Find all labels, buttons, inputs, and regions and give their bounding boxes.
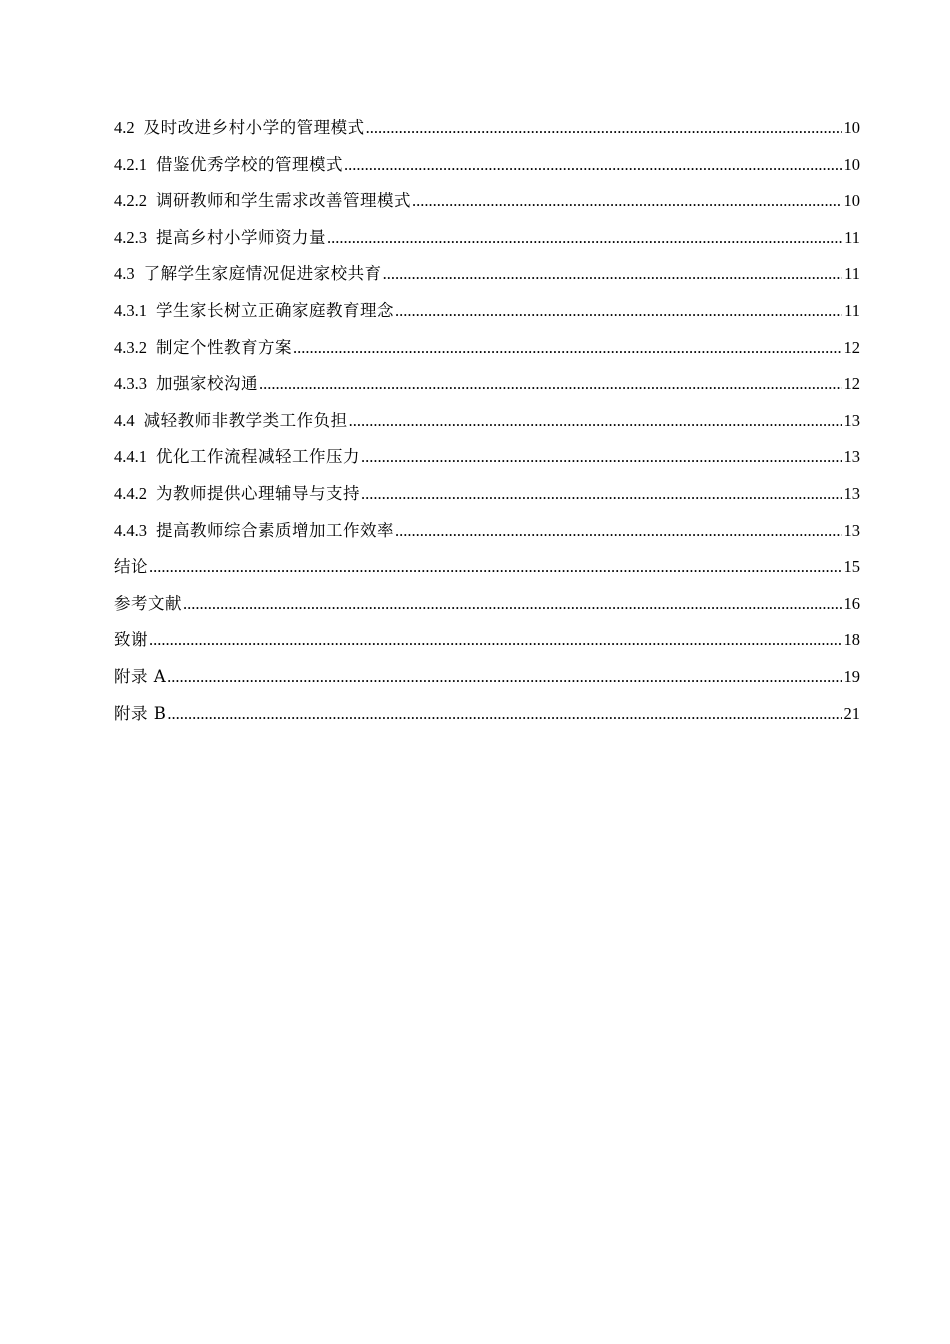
toc-dot-leader xyxy=(395,293,842,330)
toc-dot-leader xyxy=(349,403,842,440)
toc-dot-leader xyxy=(361,439,842,476)
toc-dot-leader xyxy=(344,147,842,184)
toc-entry-acknowledgements[interactable] xyxy=(114,622,860,659)
toc-dot-leader xyxy=(293,330,842,367)
toc-entry-4-2-3[interactable] xyxy=(114,220,860,257)
toc-entry-title: 减轻教师非教学类工作负担 xyxy=(143,410,348,430)
toc-entry-4-4-1[interactable] xyxy=(114,439,860,476)
toc-entry-page-number: 10 xyxy=(843,191,860,211)
toc-entry-page-number: 12 xyxy=(843,337,860,357)
toc-entry-appendix-a[interactable] xyxy=(114,659,860,696)
toc-entry-conclusion[interactable] xyxy=(114,549,860,586)
toc-entry-title: 优化工作流程减轻工作压力 xyxy=(156,447,360,467)
toc-entry-page-number: 13 xyxy=(843,410,860,430)
toc-entry-number: 4.2.1 xyxy=(114,154,147,174)
toc-entry-title: 致谢 xyxy=(114,630,148,650)
toc-entry-title: 加强家校沟通 xyxy=(156,374,258,394)
toc-entry-page-number: 13 xyxy=(843,483,860,503)
toc-entry-number: 4.4.1 xyxy=(114,447,147,467)
toc-entry-4-2-1[interactable] xyxy=(114,147,860,184)
toc-entry-number: 4.2 xyxy=(114,118,135,137)
toc-dot-leader xyxy=(149,549,842,586)
toc-entry-4-3-3[interactable] xyxy=(114,366,860,403)
toc-entry-page-number: 13 xyxy=(843,520,860,540)
toc-entry-page-number: 15 xyxy=(843,557,860,577)
toc-dot-leader xyxy=(259,366,842,403)
toc-dot-leader xyxy=(366,110,842,147)
toc-entry-title: 了解学生家庭情况促进家校共育 xyxy=(143,264,382,284)
table-of-contents xyxy=(114,110,860,732)
toc-entry-page-number: 11 xyxy=(844,227,860,247)
toc-entry-page-number: 21 xyxy=(843,703,860,723)
toc-entry-number: 4.3.2 xyxy=(114,337,147,357)
toc-entry-number: 4.4 xyxy=(114,410,135,430)
toc-entry-page-number: 19 xyxy=(843,666,860,686)
toc-entry-4-4[interactable] xyxy=(114,403,860,440)
toc-entry-number: 4.4.2 xyxy=(114,483,147,503)
toc-entry-page-number: 11 xyxy=(844,264,860,284)
toc-entry-references[interactable] xyxy=(114,586,860,623)
toc-dot-leader xyxy=(149,622,842,659)
toc-entry-4-4-3[interactable] xyxy=(114,513,860,550)
toc-entry-title: 学生家长树立正确家庭教育理念 xyxy=(156,300,394,320)
toc-dot-leader xyxy=(395,513,842,550)
toc-entry-4-3-2[interactable] xyxy=(114,330,860,367)
toc-dot-leader xyxy=(383,256,842,293)
toc-dot-leader xyxy=(361,476,842,513)
toc-entry-title: 结论 xyxy=(114,557,148,577)
toc-entry-number: 4.4.3 xyxy=(114,520,147,540)
toc-entry-number: 4.2.3 xyxy=(114,227,147,247)
toc-entry-4-2[interactable] xyxy=(114,110,860,147)
toc-entry-page-number: 18 xyxy=(843,630,860,650)
toc-entry-title: 制定个性教育方案 xyxy=(156,337,292,357)
toc-entry-title: 附录 B xyxy=(114,703,167,723)
toc-entry-page-number: 12 xyxy=(843,374,860,394)
toc-entry-page-number: 13 xyxy=(843,447,860,467)
toc-entry-page-number: 10 xyxy=(843,154,860,174)
toc-entry-4-3[interactable] xyxy=(114,256,860,293)
toc-dot-leader xyxy=(167,696,841,733)
toc-entry-title: 为教师提供心理辅导与支持 xyxy=(156,483,360,503)
toc-entry-page-number: 11 xyxy=(844,300,860,320)
toc-entry-title: 提高教师综合素质增加工作效率 xyxy=(156,520,394,540)
toc-entry-number: 4.3.3 xyxy=(114,374,147,394)
toc-dot-leader xyxy=(327,220,842,257)
toc-entry-page-number: 10 xyxy=(843,118,860,137)
toc-dot-leader xyxy=(183,586,842,623)
toc-entry-title: 附录 A xyxy=(114,666,167,686)
toc-entry-title: 提高乡村小学师资力量 xyxy=(156,227,326,247)
toc-entry-title: 参考文献 xyxy=(114,593,182,613)
toc-entry-page-number: 16 xyxy=(843,593,860,613)
toc-entry-title: 及时改进乡村小学的管理模式 xyxy=(143,118,365,137)
toc-entry-appendix-b[interactable] xyxy=(114,696,860,733)
toc-dot-leader xyxy=(412,183,842,220)
toc-entry-number: 4.2.2 xyxy=(114,191,147,211)
toc-entry-number: 4.3.1 xyxy=(114,300,147,320)
toc-entry-title: 调研教师和学生需求改善管理模式 xyxy=(156,191,411,211)
toc-entry-title: 借鉴优秀学校的管理模式 xyxy=(156,154,343,174)
toc-entry-4-2-2[interactable] xyxy=(114,183,860,220)
toc-entry-4-4-2[interactable] xyxy=(114,476,860,513)
toc-entry-4-3-1[interactable] xyxy=(114,293,860,330)
toc-entry-number: 4.3 xyxy=(114,264,135,284)
toc-dot-leader xyxy=(167,659,841,696)
